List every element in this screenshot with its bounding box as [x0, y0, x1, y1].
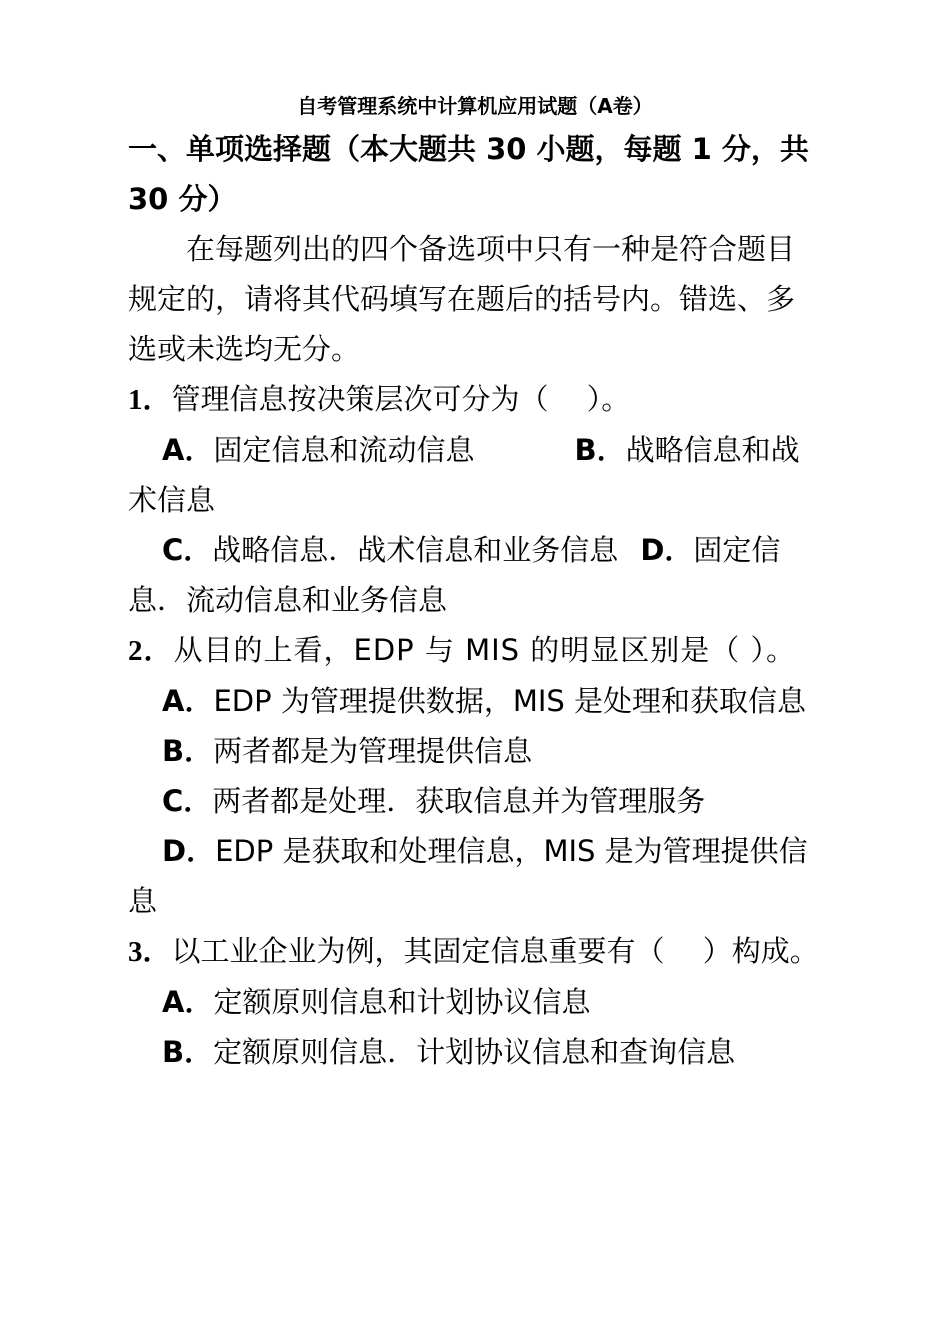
option-text: 固定信息和流动信息 — [213, 433, 475, 467]
question-text: 以工业企业为例，其固定信息重要有（ ）构成。 — [171, 934, 819, 968]
option-text: 战略信息和战术信息 — [128, 433, 800, 517]
question-text: 从目的上看，EDP 与 MIS 的明显区别是（ ）。 — [173, 633, 797, 667]
question-number: 2． — [128, 635, 174, 667]
section-heading: 一、单项选择题（本大题共 30 小题，每题 1 分，共 30 分） — [128, 132, 809, 216]
option-label: D． — [162, 834, 216, 868]
option-label: A． — [162, 684, 214, 718]
option-text: 两者都是处理．获取信息并为管理服务 — [212, 784, 706, 818]
question-2-option-a — [128, 676, 823, 726]
question-2-option-b — [128, 726, 823, 776]
question-1-options-ab — [128, 425, 823, 525]
option-label: D． — [640, 533, 694, 567]
question-3-option-a — [128, 977, 823, 1027]
option-text: 两者都是为管理提供信息 — [213, 734, 533, 768]
option-label: B． — [162, 1035, 214, 1069]
document-title: 自考管理系统中计算机应用试题（A卷） — [297, 94, 653, 118]
question-1-options-cd — [128, 525, 823, 625]
question-2-option-d — [128, 826, 823, 926]
option-text: 战略信息．战术信息和业务信息 — [212, 533, 619, 567]
option-label: A． — [162, 985, 214, 1019]
option-label: B． — [574, 433, 626, 467]
section-instructions: 在每题列出的四个备选项中只有一种是符合题目规定的，请将其代码填写在题后的括号内。错选、多选或未选均无分。 — [128, 232, 796, 366]
question-text: 管理信息按决策层次可分为（ ）。 — [171, 382, 631, 416]
question-number: 3． — [128, 936, 172, 968]
question-3-option-b — [128, 1027, 823, 1077]
option-label: C． — [162, 784, 213, 818]
option-text: 定额原则信息和计划协议信息 — [213, 985, 591, 1019]
option-label: B． — [162, 734, 214, 768]
option-text: 定额原则信息．计划协议信息和查询信息 — [213, 1035, 736, 1069]
question-1 — [128, 374, 823, 425]
question-3 — [128, 926, 823, 977]
question-2-option-c — [128, 776, 823, 826]
option-label: C． — [162, 533, 213, 567]
option-label: A． — [162, 433, 214, 467]
document-body — [128, 124, 823, 1077]
option-text: EDP 是获取和处理信息，MIS 是为管理提供信息 — [128, 834, 808, 918]
option-text: EDP 为管理提供数据，MIS 是处理和获取信息 — [213, 684, 807, 718]
option-text: 固定信息．流动信息和业务信息 — [128, 533, 781, 617]
question-number: 1． — [128, 384, 172, 416]
question-2 — [128, 625, 823, 676]
